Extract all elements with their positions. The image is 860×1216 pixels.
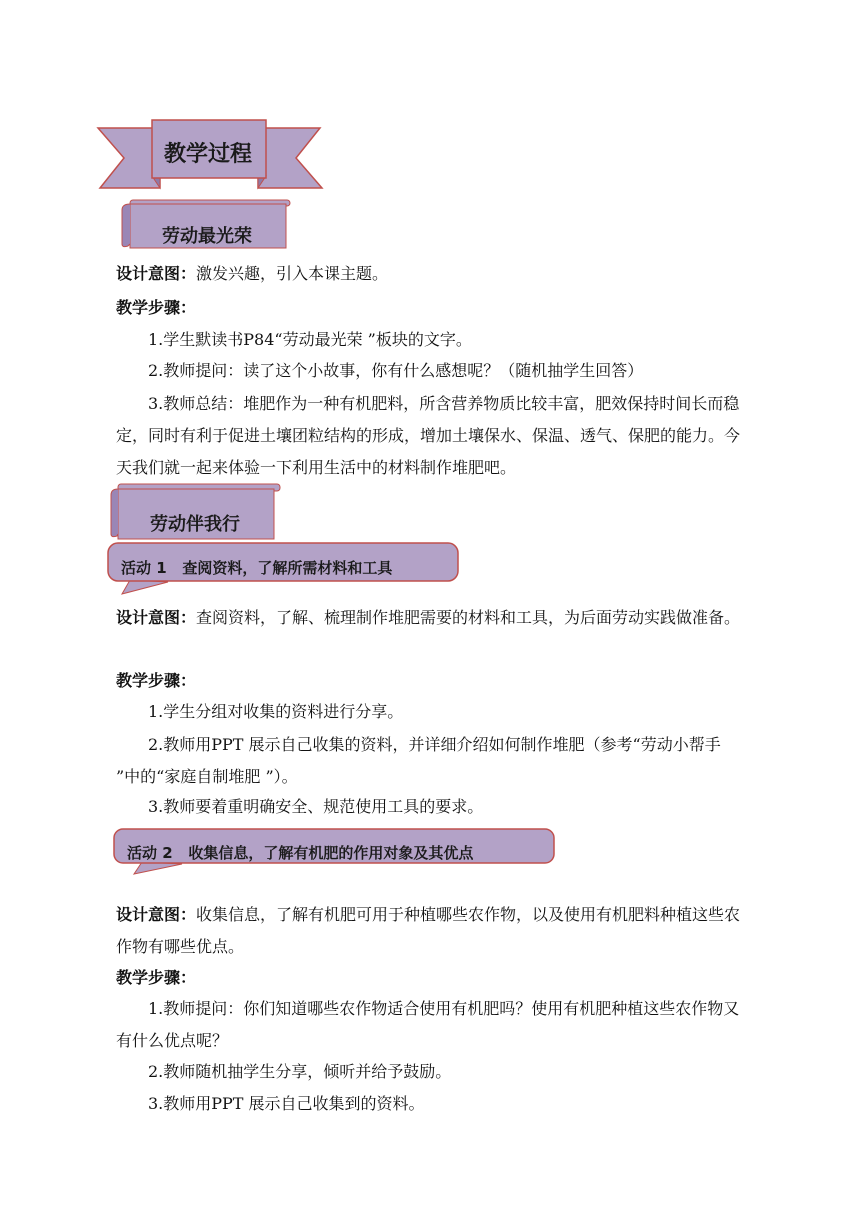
intent-label: 设计意图：	[116, 264, 197, 283]
main-title: 教学过程	[164, 142, 253, 167]
intent-text: 收集信息，了解有机肥可用于种植哪些农作物，以及使用有机肥料种植这些农作物有哪些优点。	[116, 905, 741, 956]
activity1-steps-label: 教学步骤：	[116, 671, 197, 690]
activity1-label	[121, 557, 392, 578]
section1-intent	[116, 258, 746, 290]
activity2-steps-label: 教学步骤：	[116, 968, 197, 987]
section1-steps-label: 教学步骤：	[116, 298, 197, 317]
activity2-intent	[116, 899, 746, 963]
activity1-number: 活动 1	[121, 559, 167, 577]
activity1-intent	[116, 602, 746, 634]
activity2-number: 活动 2	[127, 844, 173, 862]
activity2-step-1: 1.教师提问：你们知道哪些农作物适合使用有机肥吗？使用有机肥种植这些农作物又有什么优点呢？	[116, 999, 740, 1050]
activity1-step-3: 3.教师要着重明确安全、规范使用工具的要求。	[148, 797, 484, 816]
intent-label: 设计意图：	[116, 905, 197, 924]
section1-title: 劳动最光荣	[162, 226, 252, 247]
section2-title: 劳动伴我行	[150, 514, 240, 535]
activity2-step-2: 2.教师随机抽学生分享，倾听并给予鼓励。	[148, 1062, 452, 1081]
activity1-step-2: 2.教师用PPT 展示自己收集的资料，并详细介绍如何制作堆肥（参考“劳动小帮手 ”中的“家庭自制堆肥 ”）。	[116, 735, 721, 786]
section1-step-2: 2.教师提问：读了这个小故事，你有什么感想呢？（随机抽学生回答）	[148, 361, 644, 380]
intent-text: 查阅资料，了解、梳理制作堆肥需要的材料和工具，为后面劳动实践做准备。	[196, 608, 741, 627]
section1-step-1: 1.学生默读书P84“劳动最光荣 ”板块的文字。	[148, 330, 472, 349]
intent-label: 设计意图：	[116, 608, 197, 627]
intent-text: 激发兴趣，引入本课主题。	[196, 264, 389, 283]
activity1-title: 查阅资料，了解所需材料和工具	[182, 559, 393, 577]
activity2-label	[127, 842, 473, 863]
activity1-step-1: 1.学生分组对收集的资料进行分享。	[148, 702, 404, 721]
activity2-title: 收集信息，了解有机肥的作用对象及其优点	[188, 844, 474, 862]
activity2-step-3: 3.教师用PPT 展示自己收集到的资料。	[148, 1094, 425, 1113]
section1-step-3: 3.教师总结：堆肥作为一种有机肥料，所含营养物质比较丰富，肥效保持时间长而稳定，同时有利于促进土壤团粒结构的形成，增加土壤保水、保温、透气、保肥的能力。今天我们就一起来体验一下利用生活中的材料制作堆肥吧。	[116, 394, 741, 477]
